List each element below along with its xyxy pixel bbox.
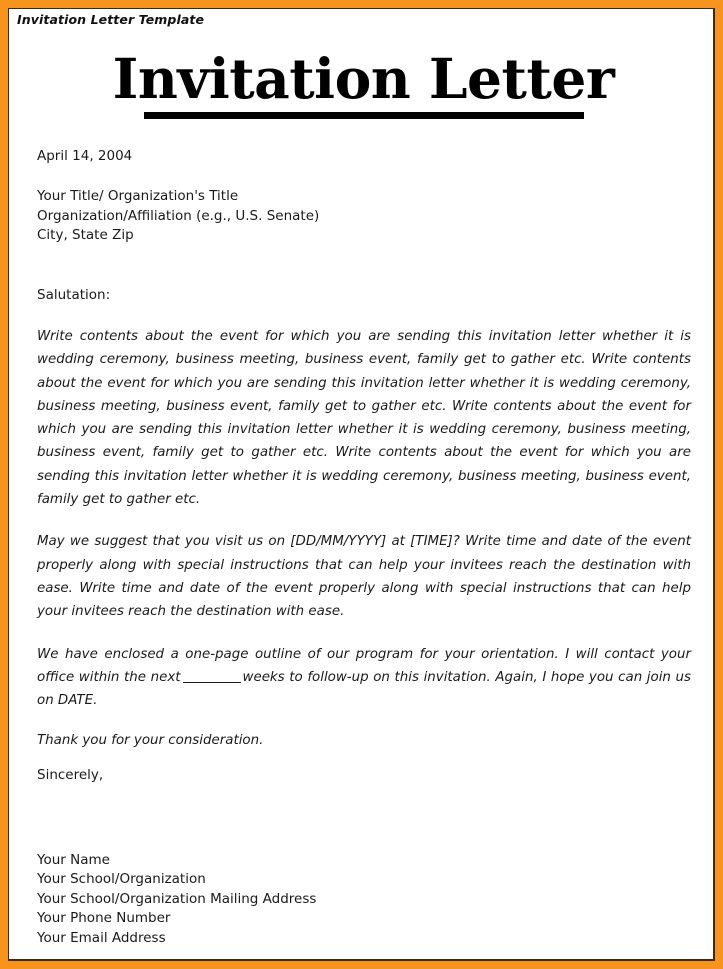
signature-block (37, 851, 691, 949)
paragraph-3-text-before-blank: We have enclosed a one-page outline of our program for your orientation. I will contact your office within the next (37, 646, 691, 685)
title-underline-rule (144, 112, 584, 119)
document-header-label: Invitation Letter Template (17, 12, 205, 27)
signature-line-email: Your Email Address (37, 929, 166, 946)
recipient-line-city-state-zip: City, State Zip (37, 227, 134, 244)
letter-date: April 14, 2004 (37, 148, 133, 164)
closing-line: Sincerely, (37, 766, 104, 783)
document-content (28, 37, 699, 948)
signature-line-organization: Your School/Organization (37, 871, 206, 888)
letter-body (28, 147, 699, 948)
signature-line-mailing-address: Your School/Organization Mailing Address (37, 890, 317, 907)
recipient-address-block (37, 187, 691, 246)
signature-line-name: Your Name (37, 851, 110, 868)
body-paragraph-3 (37, 643, 691, 713)
fill-in-blank-weeks[interactable] (183, 682, 241, 683)
recipient-line-organization: Organization/Affiliation (e.g., U.S. Senate) (37, 207, 320, 224)
body-paragraph-2: May we suggest that you visit us on [DD/MM/YYYY] at [TIME]? Write time and date of the event properly along with special instructions that can help your invitees reach the destination with ease. Write time and date of the event properly along with special instructions that can help your invitees reach the destination with ease. (37, 534, 691, 620)
signature-line-phone: Your Phone Number (37, 910, 171, 927)
paragraph-3-text-after-blank: weeks to follow-up on this invitation. Again, I hope you can join us on DATE. (37, 669, 691, 709)
document-sheet (8, 8, 715, 961)
salutation-line: Salutation: (37, 286, 111, 303)
thank-you-line: Thank you for your consideration. (37, 732, 264, 748)
body-paragraph-1: Write contents about the event for which you are sending this invitation letter whether it is wedding ceremony, business meeting, business event, family get to gather etc. Write contents about the event for which you are sending this invitation letter whether it is wedding ceremony, business meeting, business event, family get to gather etc. Write contents about the event for which you are sending this invitation letter whether it is wedding ceremony, business meeting, business event, family get to gather etc. Write contents about the event for which you are sending this invitation letter whether it is wedding ceremony, business meeting, business event, family get to gather etc. (37, 328, 691, 508)
page-title: Invitation Letter (112, 46, 615, 111)
recipient-line-title: Your Title/ Organization's Title (37, 188, 239, 205)
